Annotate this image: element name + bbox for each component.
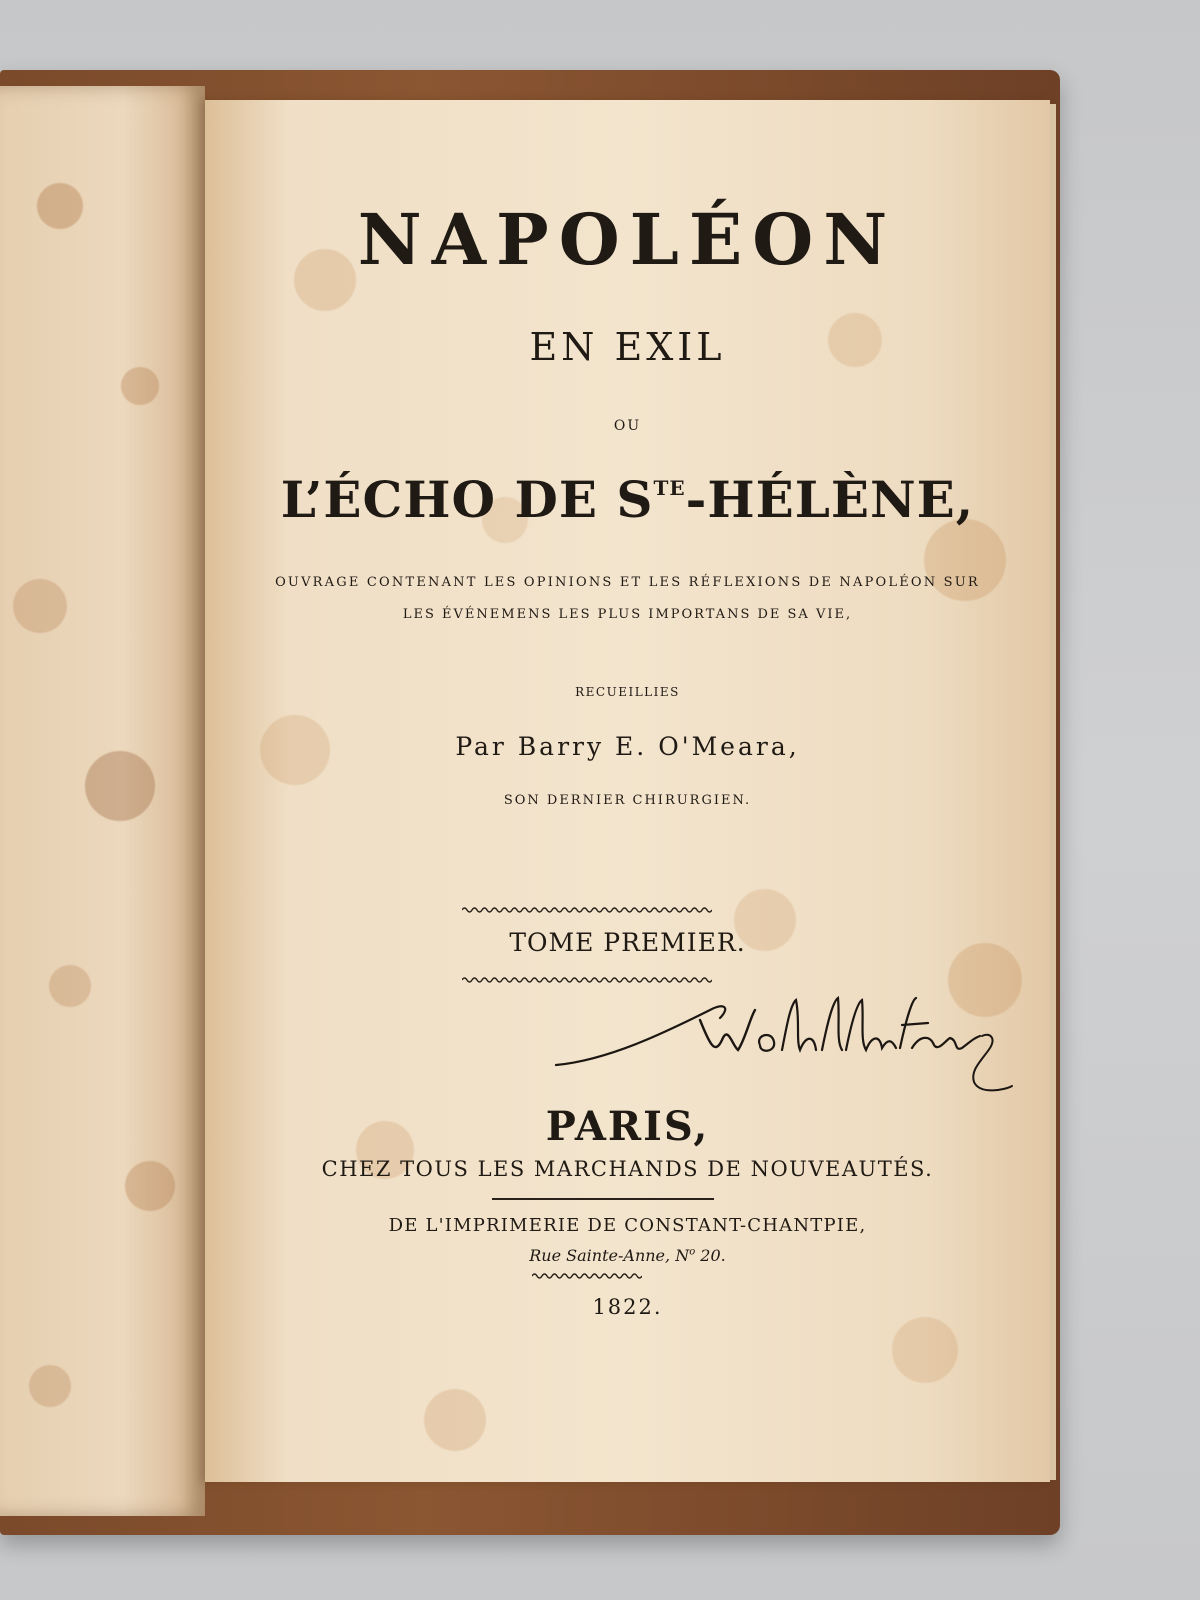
address-end: 20. [695,1246,726,1265]
address-sup: o [689,1246,696,1258]
printer-line: DE L'IMPRIMERIE DE CONSTANT-CHANTPIE, [388,1215,867,1236]
description-line-1: OUVRAGE CONTENANT LES OPINIONS ET LES RÉFLEXIONS DE NAPOLÉON SUR [275,575,980,590]
handwritten-signature [550,990,1030,1110]
publication-year: 1822. [592,1295,663,1319]
wavy-rule-bottom [462,976,712,984]
seller-line: CHEZ TOUS LES MARCHANDS DE NOUVEAUTÉS. [321,1157,934,1181]
subtitle-echo [205,470,1050,529]
collected-label: RECUEILLIES [575,685,680,699]
flyleaf-page [0,86,205,1516]
title-page [205,100,1050,1482]
subtitle-echo-sup: TE [653,476,686,500]
subtitle-echo-main: L’ÉCHO DE S [280,470,654,529]
book-title: NAPOLÉON [357,198,898,281]
description-line-2: LES ÉVÉNEMENS LES PLUS IMPORTANS DE SA VIE, [402,607,853,622]
conjunction-ou: OU [613,418,642,434]
address-main: Rue Sainte-Anne, N [529,1246,690,1265]
author-line: Par Barry E. O'Meara, [455,732,800,761]
solid-rule [492,1198,714,1200]
subtitle-echo-end: -HÉLÈNE, [685,470,975,529]
author-role: SON DERNIER CHIRURGIEN. [503,793,752,808]
subtitle-en-exil: EN EXIL [529,325,726,369]
wavy-rule-top [462,906,712,914]
city-line: PARIS, [545,1103,710,1150]
address-line [205,1246,1050,1265]
wavy-rule-small [532,1272,642,1280]
volume-label: TOME PREMIER. [509,928,746,957]
